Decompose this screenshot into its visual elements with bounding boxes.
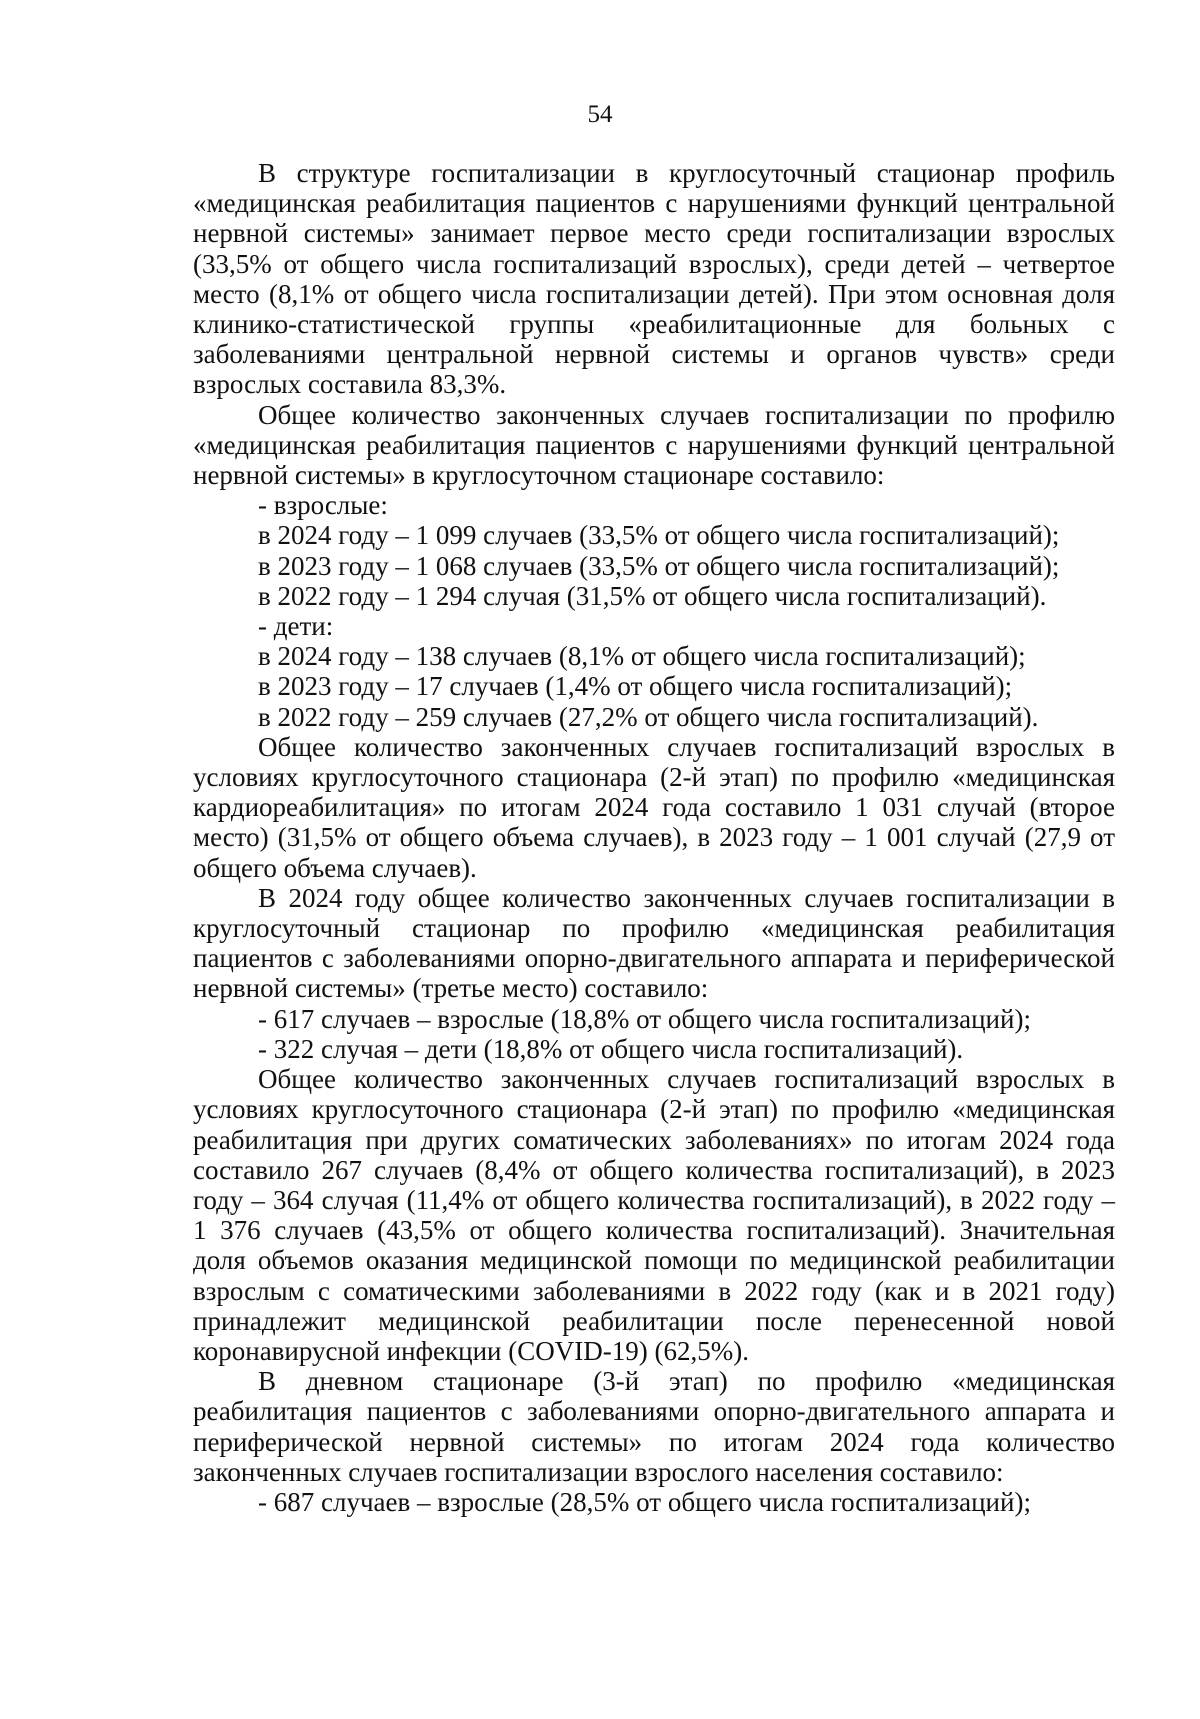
paragraph: Общее количество законченных случаев госпитализации по профилю «медицинская реабилитация пациентов с нарушениями функций центральной нервной системы» в круглосуточном стационаре составило: — [193, 399, 1115, 491]
list-item: - 687 случаев – взрослые (28,5% от общего числа госпитализаций); — [258, 1486, 1031, 1517]
list-item: в 2024 году – 1 099 случаев (33,5% от общего числа госпитализаций); — [258, 520, 1060, 551]
paragraph: В структуре госпитализации в круглосуточный стационар профиль «медицинская реабилитация пациентов с нарушениями функций центральной нервной системы» занимает первое место среди госпитализации взрослых (33,5% от общего числа госпитализаций взрослых), среди детей – четвертое место (8,1% от общего числа госпитализации детей). При этом основная доля клинико-статистической группы «реабилитационные для больных с заболеваниями центральной нервной системы и органов чувств» среди взрослых составила 83,3%. — [193, 158, 1115, 400]
list-item: в 2022 году – 1 294 случая (31,5% от общего числа госпитализаций). — [258, 580, 1047, 611]
list-item: - дети: — [258, 611, 334, 642]
document-body — [193, 158, 1115, 1517]
list-item: - 617 случаев – взрослые (18,8% от общего числа госпитализаций); — [258, 1003, 1031, 1034]
list-item: - 322 случая – дети (18,8% от общего числа госпитализаций). — [258, 1033, 964, 1064]
paragraph: Общее количество законченных случаев госпитализаций взрослых в условиях круглосуточного стационара (2-й этап) по профилю «медицинская реабилитация при других соматических заболеваниях» по итогам 2024 года составило 267 случаев (8,4% от общего количества госпитализаций), в 2023 году – 364 случая (11,4% от общего количества госпитализаций), в 2022 году – 1 376 случаев (43,5% от общего количества госпитализаций). Значительная доля объемов оказания медицинской помощи по медицинской реабилитации взрослым с соматическими заболеваниями в 2022 году (как и в 2021 году) принадлежит медицинской реабилитации после перенесенной новой коронавирусной инфекции (COVID-19) (62,5%). — [193, 1064, 1115, 1366]
paragraph: Общее количество законченных случаев госпитализаций взрослых в условиях круглосуточного стационара (2-й этап) по профилю «медицинская кардиореабилитация» по итогам 2024 года составило 1 031 случай (второе место) (31,5% от общего объема случаев), в 2023 году – 1 001 случай (27,9 от общего объема случаев). — [193, 731, 1115, 883]
list-item: - взрослые: — [258, 490, 388, 521]
page-number: 54 — [587, 101, 613, 128]
paragraph: В дневном стационаре (3-й этап) по профилю «медицинская реабилитация пациентов с заболеваниями опорно-двигательного аппарата и периферической нервной системы» по итогам 2024 года количество законченных случаев госпитализации взрослого населения составило: — [193, 1366, 1115, 1487]
list-item: в 2024 году – 138 случаев (8,1% от общего числа госпитализаций); — [258, 641, 1026, 672]
paragraph: В 2024 году общее количество законченных случаев госпитализации в круглосуточный стационар по профилю «медицинская реабилитация пациентов с заболеваниями опорно-двигательного аппарата и периферической нервной системы» (третье место) составило: — [193, 882, 1115, 1004]
list-item: в 2023 году – 1 068 случаев (33,5% от общего числа госпитализаций); — [258, 550, 1060, 581]
list-item: в 2023 году – 17 случаев (1,4% от общего числа госпитализаций); — [258, 671, 1013, 702]
list-item: в 2022 году – 259 случаев (27,2% от общего числа госпитализаций). — [258, 701, 1039, 732]
